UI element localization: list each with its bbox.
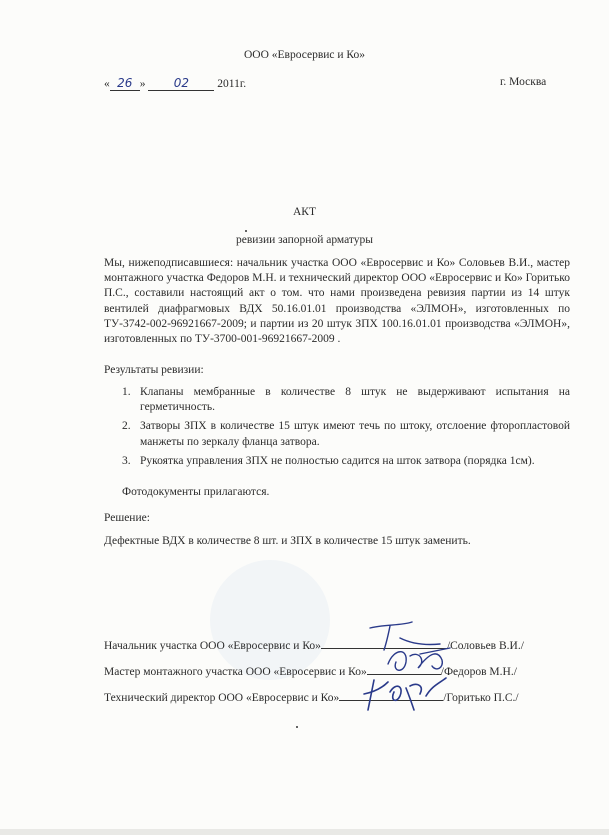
organization-name: ООО «Евросервис и Ко»	[243, 49, 366, 61]
page-bottom-edge	[0, 829, 609, 835]
item-text: Рукоятка управления ЗПХ не полностью садится на шток затвора (порядка 1см).	[140, 454, 535, 467]
list-item	[104, 454, 570, 469]
date-day: 26	[110, 76, 140, 91]
item-text: Затворы ЗПХ в количестве 15 штук имеют течь по штоку, отслоение фторопластовой манжеты по зеркалу фланца затвора.	[140, 420, 570, 448]
date-open-quote: «	[104, 78, 110, 90]
signer-name: /Соловьев В.И./	[446, 640, 524, 652]
item-number: 1.	[122, 386, 131, 398]
document-title: АКТ	[293, 206, 316, 218]
document-date	[104, 76, 246, 91]
speck	[245, 230, 247, 232]
signer-name: /Федоров М.Н./	[440, 666, 517, 678]
signer-role: Мастер монтажного участка ООО «Евросервис и Ко»	[104, 666, 367, 678]
item-text: Клапаны мембранные в количестве 8 штук не выдерживают испытания на герметичность.	[140, 386, 570, 414]
signer-role: Начальник участка ООО «Евросервис и Ко»	[104, 640, 321, 652]
item-number: 2.	[122, 420, 131, 433]
date-month: 02	[148, 76, 214, 91]
item-number: 3.	[122, 454, 131, 467]
signer-role: Технический директор ООО «Евросервис и Ко»	[104, 692, 340, 704]
city: г. Москва	[500, 76, 547, 88]
document-subtitle: ревизии запорной арматуры	[235, 234, 374, 246]
date-close-quote: »	[139, 78, 146, 90]
photo-note: Фотодокументы прилагаются.	[122, 486, 270, 498]
signer-name: /Горитько П.С./	[443, 692, 519, 704]
list-item	[104, 385, 570, 415]
speck	[296, 726, 298, 728]
signature-line-chief	[104, 636, 524, 652]
signature-line-director	[104, 688, 519, 704]
decision-text: Дефектные ВДХ в количестве 8 шт. и ЗПХ в количестве 15 штук заменить.	[104, 535, 471, 547]
results-list	[104, 385, 570, 473]
signature-scribble-director	[360, 672, 455, 714]
intro-paragraph: Мы, нижеподписавшиеся: начальник участка ООО «Евросервис и Ко» Соловьев В.И., мастер монтажного участка Федоров М.Н. и технический директор ООО «Евросервис и Ко» Горитько П.С., составили настоящий акт о том. что нами произведена ревизия партии из 14 штук вентилей диафрагмовых ВДХ 50.16.01.01 производства «ЭЛМОН», изготовленных по ТУ-3742-002-96921667-2009; и партии из 20 штук ЗПХ 100.16.01.01 производства «ЭЛМОН», изготовленных по ТУ-3700-001-96921667-2009 .	[104, 257, 570, 346]
results-heading: Результаты ревизии:	[104, 364, 204, 376]
date-year: 2011г.	[217, 78, 247, 90]
decision-heading: Решение:	[104, 512, 150, 524]
list-item	[104, 419, 570, 449]
